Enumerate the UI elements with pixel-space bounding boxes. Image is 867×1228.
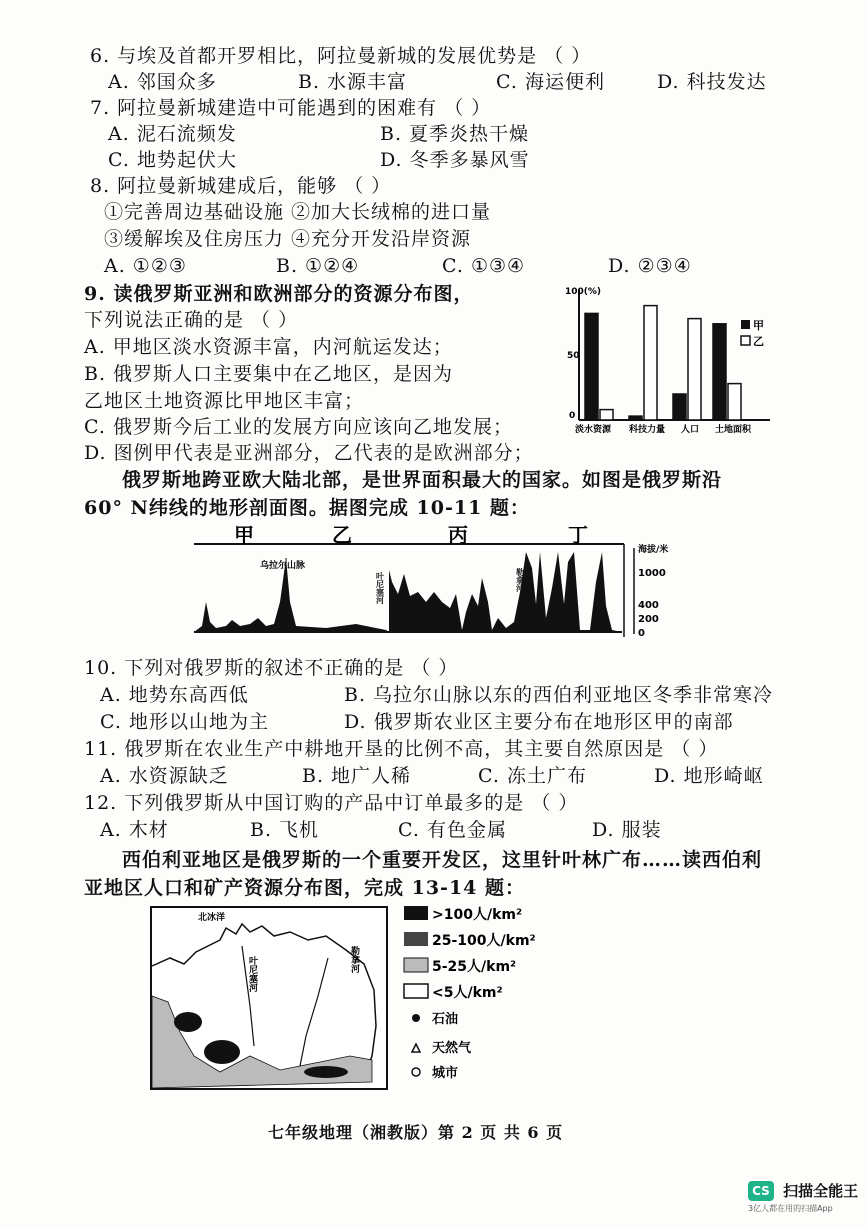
profile-river1-label: 叶尼塞河 [375,572,385,604]
intro-13-line2: 亚地区人口和矿产资源分布图，完成 13-14 题： [84,877,525,899]
q8-option-b: B. ①②④ [276,255,360,277]
q12-stem: 12. 下列俄罗斯从中国订购的产品中订单最多的是 （ ） [84,792,579,814]
map-dense-area-west [174,1012,202,1032]
q12-option-a: A. 木材 [100,819,169,841]
legend-oil: 石油 [432,1012,459,1027]
scanner-watermark [748,1180,858,1214]
bar-yi-2 [688,319,701,420]
q9-option-c: C. 俄罗斯今后工业的发展方向应该向乙地发展； [84,416,513,438]
legend-lt5: <5人/km² [432,985,503,1001]
q9-option-d: D. 图例甲代表是亚洲部分，乙代表的是欧洲部分； [84,442,534,464]
q9-option-a: A. 甲地区淡水资源丰富，内河航运发达； [84,336,453,358]
legend-swatch-5-25 [404,958,428,972]
q7-stem: 7. 阿拉曼新城建造中可能遇到的困难有 （ ） [90,97,492,119]
terrain-profile [186,522,686,647]
legend-5-25: 5-25人/km² [432,959,517,975]
legend-swatch-yi [741,336,750,345]
scanner-name: 扫描全能王 [783,1182,859,1200]
map-ocean-label: 北冰洋 [198,913,226,923]
chart-y-tick-mid: 50 [567,351,580,361]
chart-y-tick-zero: 0 [569,411,576,421]
q8-option-d: D. ②③④ [608,255,692,277]
chart-legend [741,319,764,348]
legend-gt100: >100人/km² [432,907,523,923]
q8-option-c: C. ①③④ [442,255,526,277]
profile-river2-label: 勒拿河 [515,568,525,592]
siberia-map [150,906,390,1092]
intro-13-line1: 西伯利亚地区是俄罗斯的一个重要开发区，这里针叶林广布……读西伯利 [122,849,763,871]
page-footer: 七年级地理（湘教版）第 2 页 共 6 页 [268,1123,564,1142]
scanner-subtitle: 3亿人都在用的扫描App [748,1204,833,1213]
city-icon [412,1068,420,1076]
q10-stem: 10. 下列对俄罗斯的叙述不正确的是 （ ） [84,657,459,679]
gas-icon [412,1044,420,1052]
chart-x-label-land: 土地面积 [715,425,752,435]
resource-bar-chart [555,282,785,437]
q6-option-c: C. 海运便利 [496,71,605,93]
bar-jia-0 [585,313,598,420]
q11-option-d: D. 地形崎岖 [654,765,764,787]
q11-option-c: C. 冻土广布 [478,765,587,787]
oil-icon [412,1014,420,1022]
q10-option-a: A. 地势东高西低 [100,684,249,706]
q7-option-b: B. 夏季炎热干燥 [380,123,530,145]
legend-gas: 天然气 [432,1041,472,1056]
q8-option-a: A. ①②③ [104,255,187,277]
intro-10-line2: 60° N纬线的地形剖面图。据图完成 10-11 题： [84,497,530,519]
map-legend [402,900,562,1080]
profile-y-tick-400: 400 [638,600,659,611]
map-dense-area-south [204,1040,240,1064]
profile-region-yi: 乙 [332,523,352,547]
q9-stem: 9. 读俄罗斯亚洲和欧洲部分的资源分布图， [84,283,474,305]
map-dense-area-east [304,1066,348,1078]
q8-item-row2: ③缓解埃及住房压力 ④充分开发沿岸资源 [104,228,472,250]
legend-label-jia: 甲 [753,319,764,332]
bar-yi-3 [728,384,741,420]
chart-x-label-tech: 科技力量 [629,425,666,435]
profile-terrain [194,552,622,632]
q7-option-c: C. 地势起伏大 [108,149,237,171]
chart-bars [585,306,741,420]
profile-region-jia: 甲 [234,523,254,547]
chart-y-tick-top: 100(%) [565,287,602,297]
bar-yi-0 [600,410,613,420]
q8-stem: 8. 阿拉曼新城建成后，能够 （ ） [90,175,392,197]
q6-option-d: D. 科技发达 [657,71,767,93]
chart-x-label-population: 人口 [681,425,700,435]
intro-10-line1: 俄罗斯地跨亚欧大陆北部，是世界面积最大的国家。如图是俄罗斯沿 [122,469,723,491]
q10-option-c: C. 地形以山地为主 [100,711,269,733]
q8-item-row1: ①完善周边基础设施 ②加大长绒棉的进口量 [104,201,492,223]
q12-option-c: C. 有色金属 [398,819,507,841]
q7-option-a: A. 泥石流频发 [108,123,237,145]
q12-option-d: D. 服装 [592,819,662,841]
q9-option-b: B. 俄罗斯人口主要集中在乙地区，是因为 [84,363,454,385]
bar-yi-1 [644,306,657,420]
q7-option-d: D. 冬季多暴风雪 [380,149,530,171]
chart-x-label-freshwater: 淡水资源 [575,425,612,435]
q10-option-b: B. 乌拉尔山脉以东的西伯利亚地区冬季非常寒冷 [344,684,774,706]
legend-swatch-25-100 [404,932,428,946]
bar-jia-3 [713,324,726,420]
q9-option-b-cont: 乙地区土地资源比甲地区丰富； [84,390,365,412]
profile-y-tick-0: 0 [638,628,645,639]
legend-swatch-jia [741,320,750,329]
bar-jia-1 [629,416,642,420]
bar-jia-2 [673,394,686,420]
profile-y-tick-200: 200 [638,614,659,625]
legend-swatch-gt100 [404,906,428,920]
q12-option-b: B. 飞机 [250,819,320,841]
chart-x-labels [575,423,752,435]
q11-stem: 11. 俄罗斯在农业生产中耕地开垦的比例不高，其主要自然原因是 （ ） [84,738,719,760]
legend-label-yi: 乙 [753,335,764,348]
q6-option-a: A. 邻国众多 [108,71,217,93]
q11-option-b: B. 地广人稀 [302,765,412,787]
profile-y-tick-1000: 1000 [638,568,666,579]
map-river1-label: 叶尼塞河 [247,956,257,992]
legend-25-100: 25-100人/km² [432,933,536,949]
q10-option-d: D. 俄罗斯农业区主要分布在地形区甲的南部 [344,711,734,733]
profile-region-ding: 丁 [568,523,588,547]
map-river2-label: 勒拿河 [349,946,359,973]
scanner-logo: CS [748,1181,774,1201]
legend-city: 城市 [432,1066,459,1080]
profile-region-bing: 丙 [448,523,468,547]
q6-stem: 6. 与埃及首都开罗相比，阿拉曼新城的发展优势是 （ ） [90,45,592,67]
legend-swatch-lt5 [404,984,428,998]
q6-option-b: B. 水源丰富 [298,71,408,93]
q9-stem-2: 下列说法正确的是 （ ） [84,309,299,331]
profile-y-label: 海拔/米 [638,545,669,555]
q11-option-a: A. 水资源缺乏 [100,765,229,787]
profile-mountain-label: 乌拉尔山脉 [260,561,306,571]
